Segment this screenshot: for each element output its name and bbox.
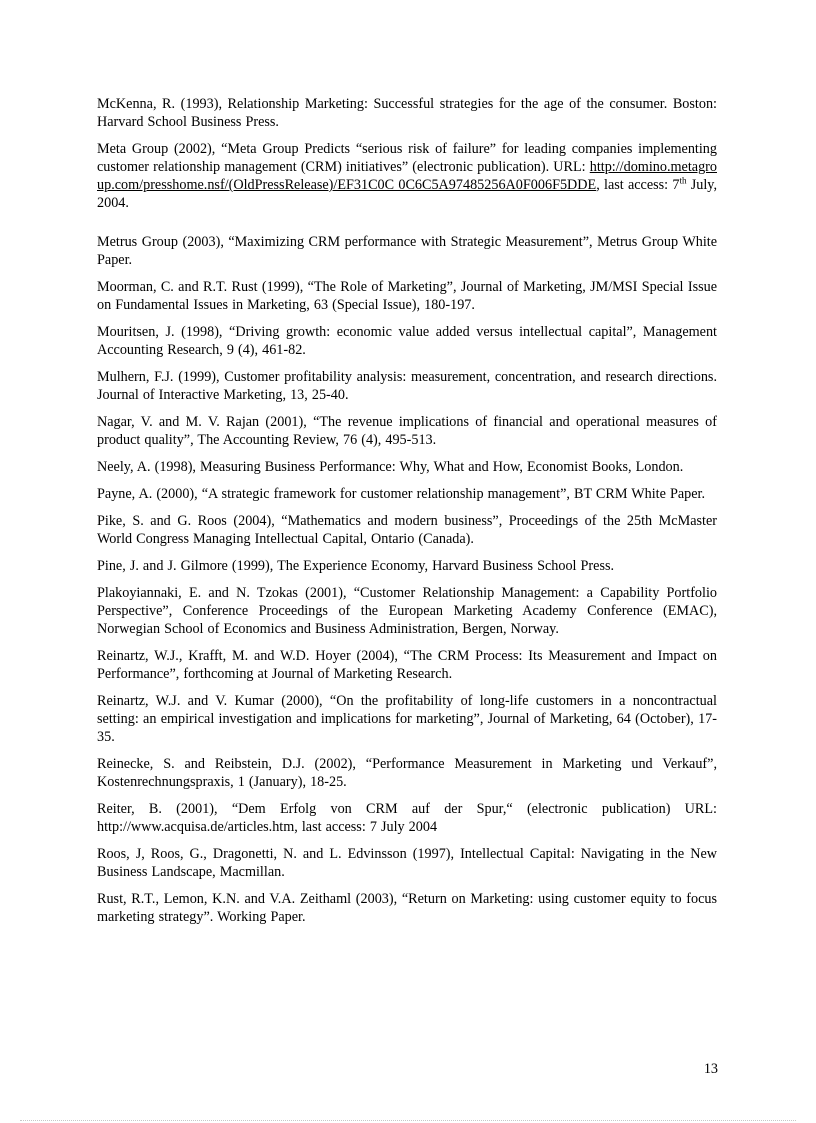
reference-mouritsen: Mouritsen, J. (1998), “Driving growth: economic value added versus intellectual capital”, Management Accounting Research, 9 (4), 461-82. (97, 324, 717, 358)
reference-meta-group (97, 140, 717, 212)
reference-meta-group-link[interactable]: http://domino.metagroup.com/presshome.nsf/(OldPressRelease)/EF31C0C 0C6C5A97485256A0F006F5DDE (97, 159, 717, 193)
reference-mulhern: Mulhern, F.J. (1999), Customer profitability analysis: measurement, concentration, and research directions. Journal of Interactive Marketing, 13, 25-40. (97, 369, 717, 403)
reference-reiter: Reiter, B. (2001), “Dem Erfolg von CRM auf der Spur,“ (electronic publication) URL: http://www.acquisa.de/articles.htm, last access: 7 July 2004 (97, 801, 717, 835)
page-number: 13 (703, 1061, 718, 1077)
reference-meta-group-access: , last access: 7 (596, 177, 680, 193)
reference-payne: Payne, A. (2000), “A strategic framework for customer relationship management”, BT CRM White Paper. (97, 486, 706, 502)
reference-reinecke: Reinecke, S. and Reibstein, D.J. (2002), “Performance Measurement in Marketing und Verkauf”, Kostenrechnungspraxis, 1 (January), 18-25. (97, 756, 717, 790)
reference-meta-group-ordinal: th (679, 175, 687, 186)
reference-pine: Pine, J. and J. Gilmore (1999), The Experience Economy, Harvard Business School Press. (97, 558, 615, 574)
reference-pike: Pike, S. and G. Roos (2004), “Mathematics and modern business”, Proceedings of the 25th McMaster World Congress Managing Intellectual Capital, Ontario (Canada). (97, 513, 717, 547)
reference-roos: Roos, J, Roos, G., Dragonetti, N. and L. Edvinsson (1997), Intellectual Capital: Navigating in the New Business Landscape, Macmillan. (97, 846, 717, 880)
reference-meta-group-text: Meta Group (2002), “Meta Group Predicts “serious risk of failure” for leading companies implementing customer relationship management (CRM) initiatives” (electronic publication). URL: (97, 141, 717, 175)
page-bottom-divider (20, 1120, 796, 1121)
reference-rust: Rust, R.T., Lemon, K.N. and V.A. Zeithaml (2003), “Return on Marketing: using customer equity to focus marketing strategy”. Working Paper. (97, 891, 717, 925)
reference-mckenna: McKenna, R. (1993), Relationship Marketing: Successful strategies for the age of the consumer. Boston: Harvard School Business Press. (97, 96, 717, 130)
reference-moorman: Moorman, C. and R.T. Rust (1999), “The Role of Marketing”, Journal of Marketing, JM/MSI Special Issue on Fundamental Issues in Marketing, 63 (Special Issue), 180-197. (97, 279, 717, 313)
reference-neely: Neely, A. (1998), Measuring Business Performance: Why, What and How, Economist Books, London. (97, 459, 684, 475)
reference-reinartz-kumar: Reinartz, W.J. and V. Kumar (2000), “On the profitability of long-life customers in a noncontractual setting: an empirical investigation and implications for marketing”, Journal of Marketing, 64 (October), 17-35. (97, 693, 717, 745)
reference-reinartz-krafft: Reinartz, W.J., Krafft, M. and W.D. Hoyer (2004), “The CRM Process: Its Measurement and Impact on Performance”, forthcoming at Journal of Marketing Research. (97, 648, 717, 682)
reference-metrus: Metrus Group (2003), “Maximizing CRM performance with Strategic Measurement”, Metrus Group White Paper. (97, 234, 717, 268)
reference-list (97, 95, 717, 935)
reference-meta-group-date: July, 2004. (97, 177, 718, 211)
reference-nagar: Nagar, V. and M. V. Rajan (2001), “The revenue implications of financial and operational measures of product quality”, The Accounting Review, 76 (4), 495-513. (97, 414, 717, 448)
reference-plakoyiannaki: Plakoyiannaki, E. and N. Tzokas (2001), “Customer Relationship Management: a Capability Portfolio Perspective”, Conference Proceedings of the European Marketing Academy Conference (EMAC), Norwegian School of Economics and Business Administration, Bergen, Norway. (97, 585, 717, 637)
